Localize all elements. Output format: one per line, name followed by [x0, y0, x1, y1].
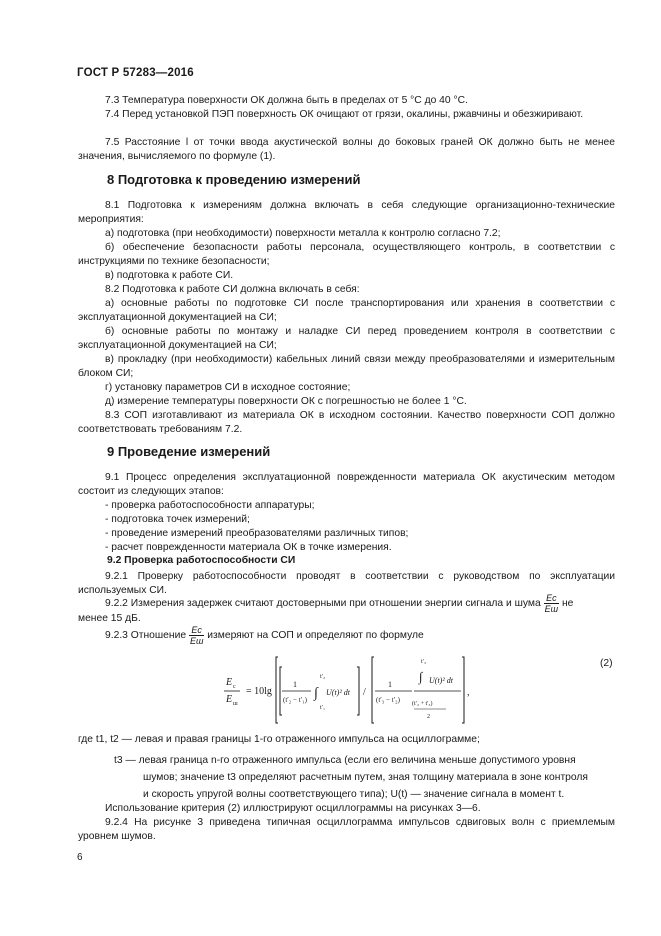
where-line-3: шумов; значение t3 определяют расчетным путем, зная толщину материала в зоне контроля [143, 772, 588, 783]
svg-text:t′₃: t′₃ [421, 659, 427, 665]
energy-ratio-fraction: $\frac{Eс}{Eш}$ [544, 593, 559, 614]
clause-8-1-v: в) подготовка к работе СИ. [105, 270, 234, 281]
formula-number: (2) [600, 658, 613, 669]
clause-8-2-v: в) прокладку (при необходимости) кабельных линий связи между преобразователями и измерительным блоком СИ; [78, 354, 615, 380]
svg-text:t′₂: t′₂ [320, 674, 326, 680]
where-line-1: где t1, t2 — левая и правая границы 1-го отраженного импульса на осциллограмме; [78, 734, 480, 745]
svg-text:U(t)² dt: U(t)² dt [429, 676, 453, 685]
clause-9-2-4: 9.2.4 На рисунке 3 приведена типичная осциллограмма импульсов сдвиговых волн с приемлемым уровнем шумов. [78, 817, 615, 843]
clause-7-5: 7.5 Расстояние l от точки ввода акустической волны до боковых граней ОК должно быть не менее значения, вычисляемого по формуле (1). [78, 137, 615, 163]
energy-ratio-fraction: $\frac{Eс}{Eш}$ [189, 625, 204, 646]
svg-text:(t′₂ − t′₁): (t′₂ − t′₁) [283, 696, 307, 704]
clause-9-1-item: - подготовка точек измерений; [105, 514, 250, 525]
clause-8-2-a: а) основные работы по подготовке СИ после транспортирования или хранения в соответствии с эксплуатационной документацией на СИ; [78, 298, 615, 324]
svg-text:2: 2 [427, 714, 430, 720]
svg-text:(t′₂ + t′₃): (t′₂ + t′₃) [412, 701, 433, 707]
svg-text:∫: ∫ [314, 686, 318, 701]
svg-text:E: E [226, 677, 233, 688]
clause-8-1: 8.1 Подготовка к измерениям должна включать в себя следующие организационно-технические мероприятия: [78, 200, 615, 226]
clause-9-2-3-line: 9.2.3 Отношение $\frac{Eс}{Eш}$ измеряют на СОП и определяют по формуле [105, 625, 424, 646]
clause-9-1: 9.1 Процесс определения эксплуатационной поврежденности материала ОК акустическим методом состоит из следующих этапов: [78, 472, 615, 498]
clause-8-2: 8.2 Подготовка к работе СИ должна включать в себя: [105, 284, 360, 295]
svg-text:ш: ш [233, 701, 238, 707]
standard-header: ГОСТ Р 57283—2016 [77, 67, 194, 79]
section-9-2-title: 9.2 Проверка работоспособности СИ [107, 555, 296, 566]
svg-text:1: 1 [293, 680, 297, 689]
clause-7-3: 7.3 Температура поверхности ОК должна быть в пределах от 5 °С до 40 °С. [105, 95, 468, 106]
clause-8-1-a: а) подготовка (при необходимости) поверхности металла к контролю согласно 7.2; [105, 228, 501, 239]
clause-8-2-g: г) установку параметров СИ в исходное состояние; [105, 382, 351, 393]
section-8-title: 8 Подготовка к проведению измерений [107, 172, 361, 187]
clause-8-2-b: б) основные работы по монтажу и наладке СИ перед проведением контроля в соответствии с эксплуатационной документацией на СИ; [78, 326, 615, 352]
where-line-2: t3 — левая граница n-го отраженного импульса (если его величина меньше допустимого уровня [114, 755, 576, 766]
page-number: 6 [77, 852, 83, 863]
svg-text:1: 1 [388, 680, 392, 689]
criterion-usage: Использование критерия (2) иллюстрируют осциллограммы на рисунках 3—6. [105, 803, 481, 814]
svg-text:∫: ∫ [419, 669, 423, 684]
clause-7-4: 7.4 Перед установкой ПЭП поверхность ОК очищают от грязи, окалины, ржавчины и обезжиривают. [105, 109, 584, 120]
svg-text:U(t)² dt: U(t)² dt [326, 688, 350, 697]
clause-9-2-2-line: 9.2.2 Измерения задержек считают достоверными при отношении энергии сигнала и шума $\frac{Eс}{Eш}$ не [105, 593, 574, 614]
clause-8-1-b: б) обеспечение безопасности работы персонала, осуществляющего контроль, в соответствии с инструкциями по технике безопасности; [78, 242, 615, 268]
svg-text:с: с [233, 684, 236, 690]
clause-9-2-1: 9.2.1 Проверку работоспособности проводят в соответствии с руководством по эксплуатации используемых СИ. [78, 571, 615, 597]
svg-text:= 10lg: = 10lg [246, 686, 272, 697]
formula-2 [216, 643, 476, 728]
section-9-title: 9 Проведение измерений [107, 444, 271, 459]
clause-9-1-item: - расчет поврежденности материала ОК в точке измерения. [105, 542, 392, 553]
svg-text:,: , [467, 687, 470, 698]
where-line-4: и скорость упругой волны соответствующего типа); U(t) — значение сигнала в момент t. [143, 789, 565, 800]
clause-8-2-d: д) измерение температуры поверхности ОК с погрешностью не более 1 °С. [105, 396, 467, 407]
svg-text:E: E [226, 694, 233, 705]
clause-9-2-2-end: менее 15 дБ. [78, 613, 141, 624]
clause-8-3: 8.3 СОП изготавливают из материала ОК в исходном состоянии. Качество поверхности СОП должно соответствовать требованиям 7.2. [78, 410, 615, 436]
clause-9-1-item: - проведение измерений преобразователями различных типов; [105, 528, 409, 539]
svg-text:(t′₃ − t′₂): (t′₃ − t′₂) [376, 696, 400, 704]
svg-text:/: / [363, 687, 366, 698]
clause-9-1-item: - проверка работоспособности аппаратуры; [105, 500, 315, 511]
svg-text:t′₁: t′₁ [320, 705, 326, 711]
